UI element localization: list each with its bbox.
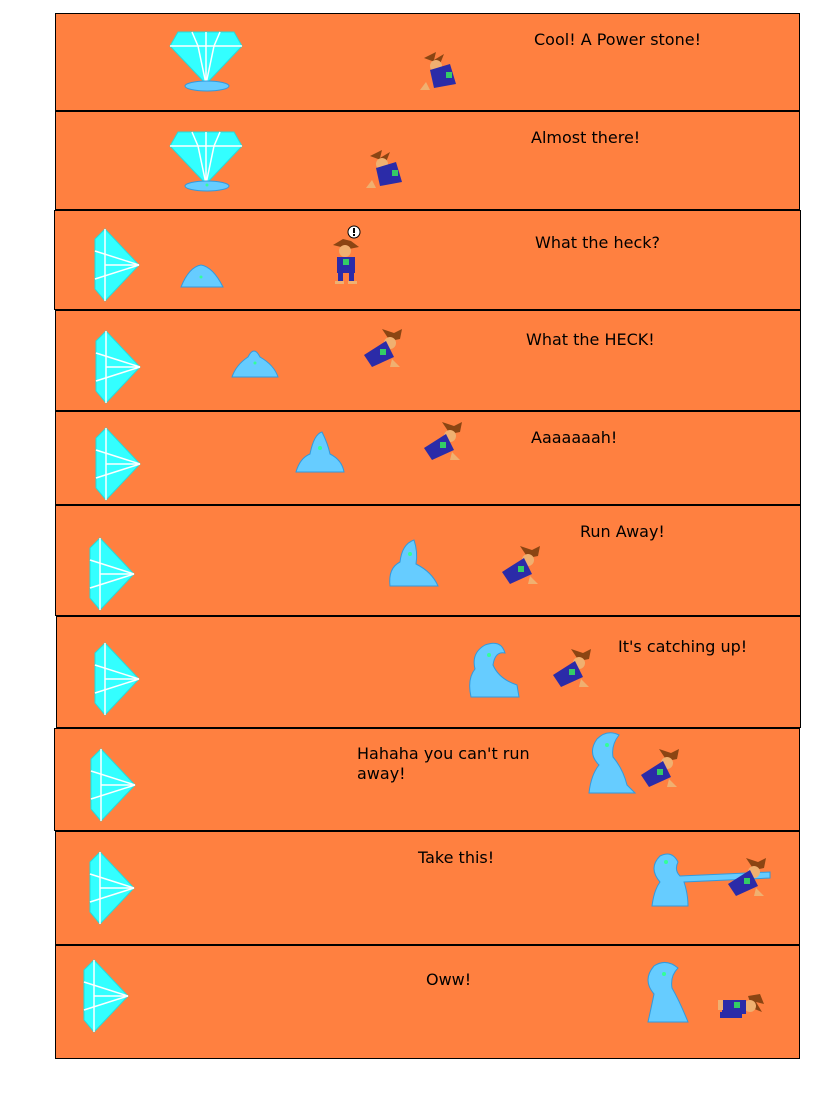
slime-monster-icon [294, 430, 346, 474]
panel-caption: Oww! [426, 970, 472, 989]
comic-panel-3 [54, 210, 801, 310]
slime-monster-icon [583, 729, 639, 795]
power-stone-icon [80, 958, 132, 1034]
hero-character-icon [724, 856, 770, 900]
power-stone-icon [86, 850, 138, 926]
comic-panel-6 [55, 505, 801, 616]
slime-monster-icon [465, 639, 521, 699]
power-stone-icon [91, 641, 143, 717]
power-stone-icon [92, 426, 144, 502]
hero-character-icon [716, 992, 766, 1024]
power-stone-icon [91, 227, 143, 303]
panel-caption: Hahaha you can't run away! [357, 744, 530, 783]
comic-panel-2 [55, 111, 800, 210]
hero-character-icon [420, 420, 466, 464]
panel-caption: What the heck? [535, 233, 661, 252]
slime-monster-icon [184, 178, 230, 192]
comic-panel-7 [56, 616, 801, 728]
hero-character-icon [416, 50, 462, 94]
slime-monster-icon [184, 78, 230, 92]
panel-caption: What the HECK! [526, 330, 655, 349]
panel-caption: Aaaaaaah! [531, 428, 618, 447]
hero-character-icon [362, 148, 408, 192]
slime-monster-icon [179, 261, 225, 289]
slime-monster-icon [386, 538, 440, 588]
panel-caption: It's catching up! [618, 637, 748, 656]
slime-monster-icon [230, 343, 280, 379]
power-stone-icon [87, 747, 139, 823]
power-stone-icon [92, 329, 144, 405]
power-stone-icon [86, 536, 138, 612]
comic-panel-1 [55, 13, 800, 111]
hero-character-icon [549, 647, 595, 691]
panel-caption: Run Away! [580, 522, 665, 541]
panel-caption: Cool! A Power stone! [534, 30, 701, 49]
panel-caption: Take this! [418, 848, 495, 867]
comic-panel-4 [55, 310, 801, 411]
slime-monster-icon [640, 958, 692, 1026]
comic-panel-10 [55, 945, 800, 1059]
hero-character-icon [498, 544, 544, 588]
comic-panel-9 [55, 831, 800, 945]
hero-character-icon [360, 327, 406, 371]
comic-panel-8 [54, 728, 800, 831]
hero-character-icon [637, 747, 683, 791]
comic-panel-5 [55, 411, 801, 505]
panel-caption: Almost there! [531, 128, 641, 147]
hero-character-icon [329, 237, 363, 285]
